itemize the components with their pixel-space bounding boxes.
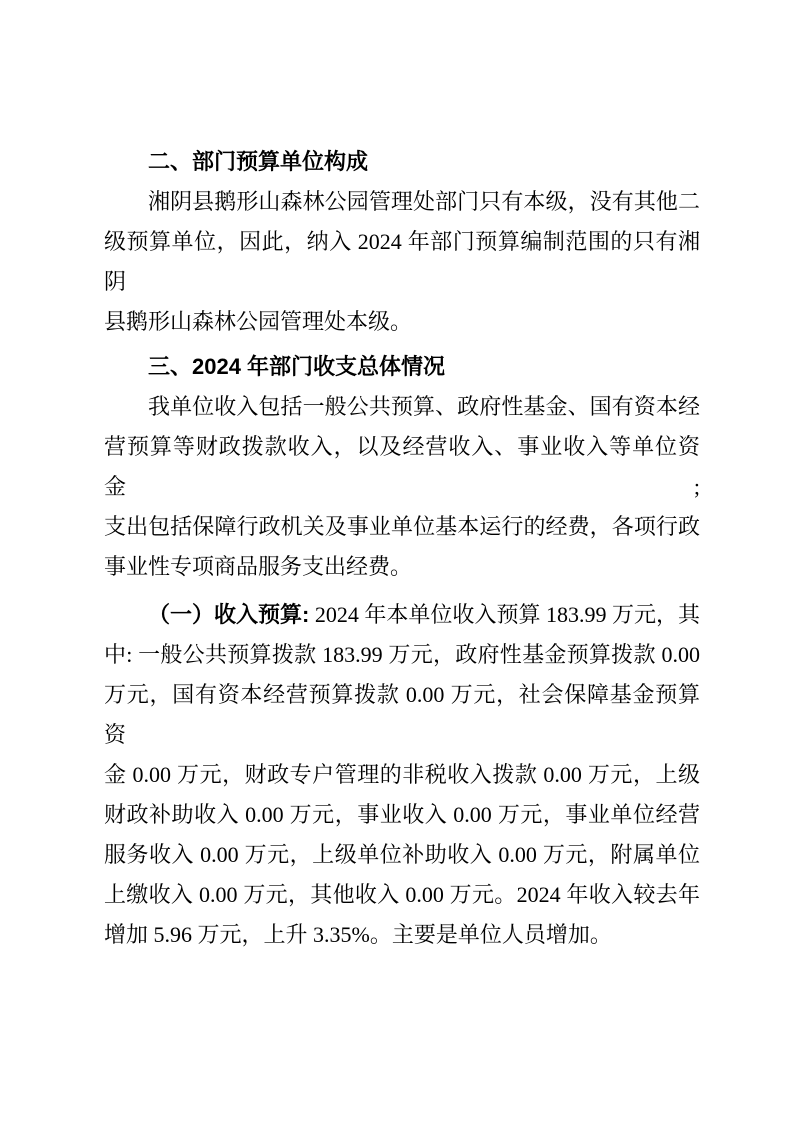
text-line: 湘阴县鹅形山森林公园管理处部门只有本级，没有其他二 (148, 189, 700, 214)
text-line: 事业性专项商品服务支出经费。 (104, 554, 413, 579)
text-line: 中: 一般公共预算拨款 183.99 万元，政府性基金预算拨款 0.00 (104, 642, 700, 667)
text-line: 上缴收入 0.00 万元，其他收入 0.00 万元。2024 年收入较去年 (104, 882, 700, 907)
income-budget-label: （一）收入预算: (148, 602, 310, 627)
document-content (104, 142, 700, 955)
text-line: 服务收入 0.00 万元，上级单位补助收入 0.00 万元，附属单位 (104, 842, 700, 867)
section-heading-revenue-expenditure: 三、2024 年部门收支总体情况 (148, 354, 446, 379)
text-line: 县鹅形山森林公园管理处本级。 (104, 309, 413, 334)
section-heading-budget-units: 二、部门预算单位构成 (148, 149, 369, 174)
text-line: 支出包括保障行政机关及事业单位基本运行的经费，各项行政 (104, 514, 700, 539)
text-line (104, 595, 700, 635)
text-line: 财政补助收入 0.00 万元，事业收入 0.00 万元，事业单位经营 (104, 802, 700, 827)
paragraph-budget-units (104, 182, 700, 342)
text-line-segment: 2024 年本单位收入预算 183.99 万元，其 (309, 602, 700, 627)
text-line: 营预算等财政拨款收入，以及经营收入、事业收入等单位资金; (104, 434, 700, 499)
text-line: 我单位收入包括一般公共预算、政府性基金、国有资本经 (148, 394, 700, 419)
text-line: 万元，国有资本经营预算拨款 0.00 万元，社会保障基金预算资 (104, 682, 700, 747)
text-line: 增加 5.96 万元，上升 3.35%。主要是单位人员增加。 (104, 922, 612, 947)
text-line: 级预算单位，因此，纳入 2024 年部门预算编制范围的只有湘阴 (104, 229, 700, 294)
text-line: 金 0.00 万元，财政专户管理的非税收入拨款 0.00 万元，上级 (104, 762, 700, 787)
paragraph-revenue-overview (104, 387, 700, 587)
paragraph-income-budget (104, 595, 700, 955)
